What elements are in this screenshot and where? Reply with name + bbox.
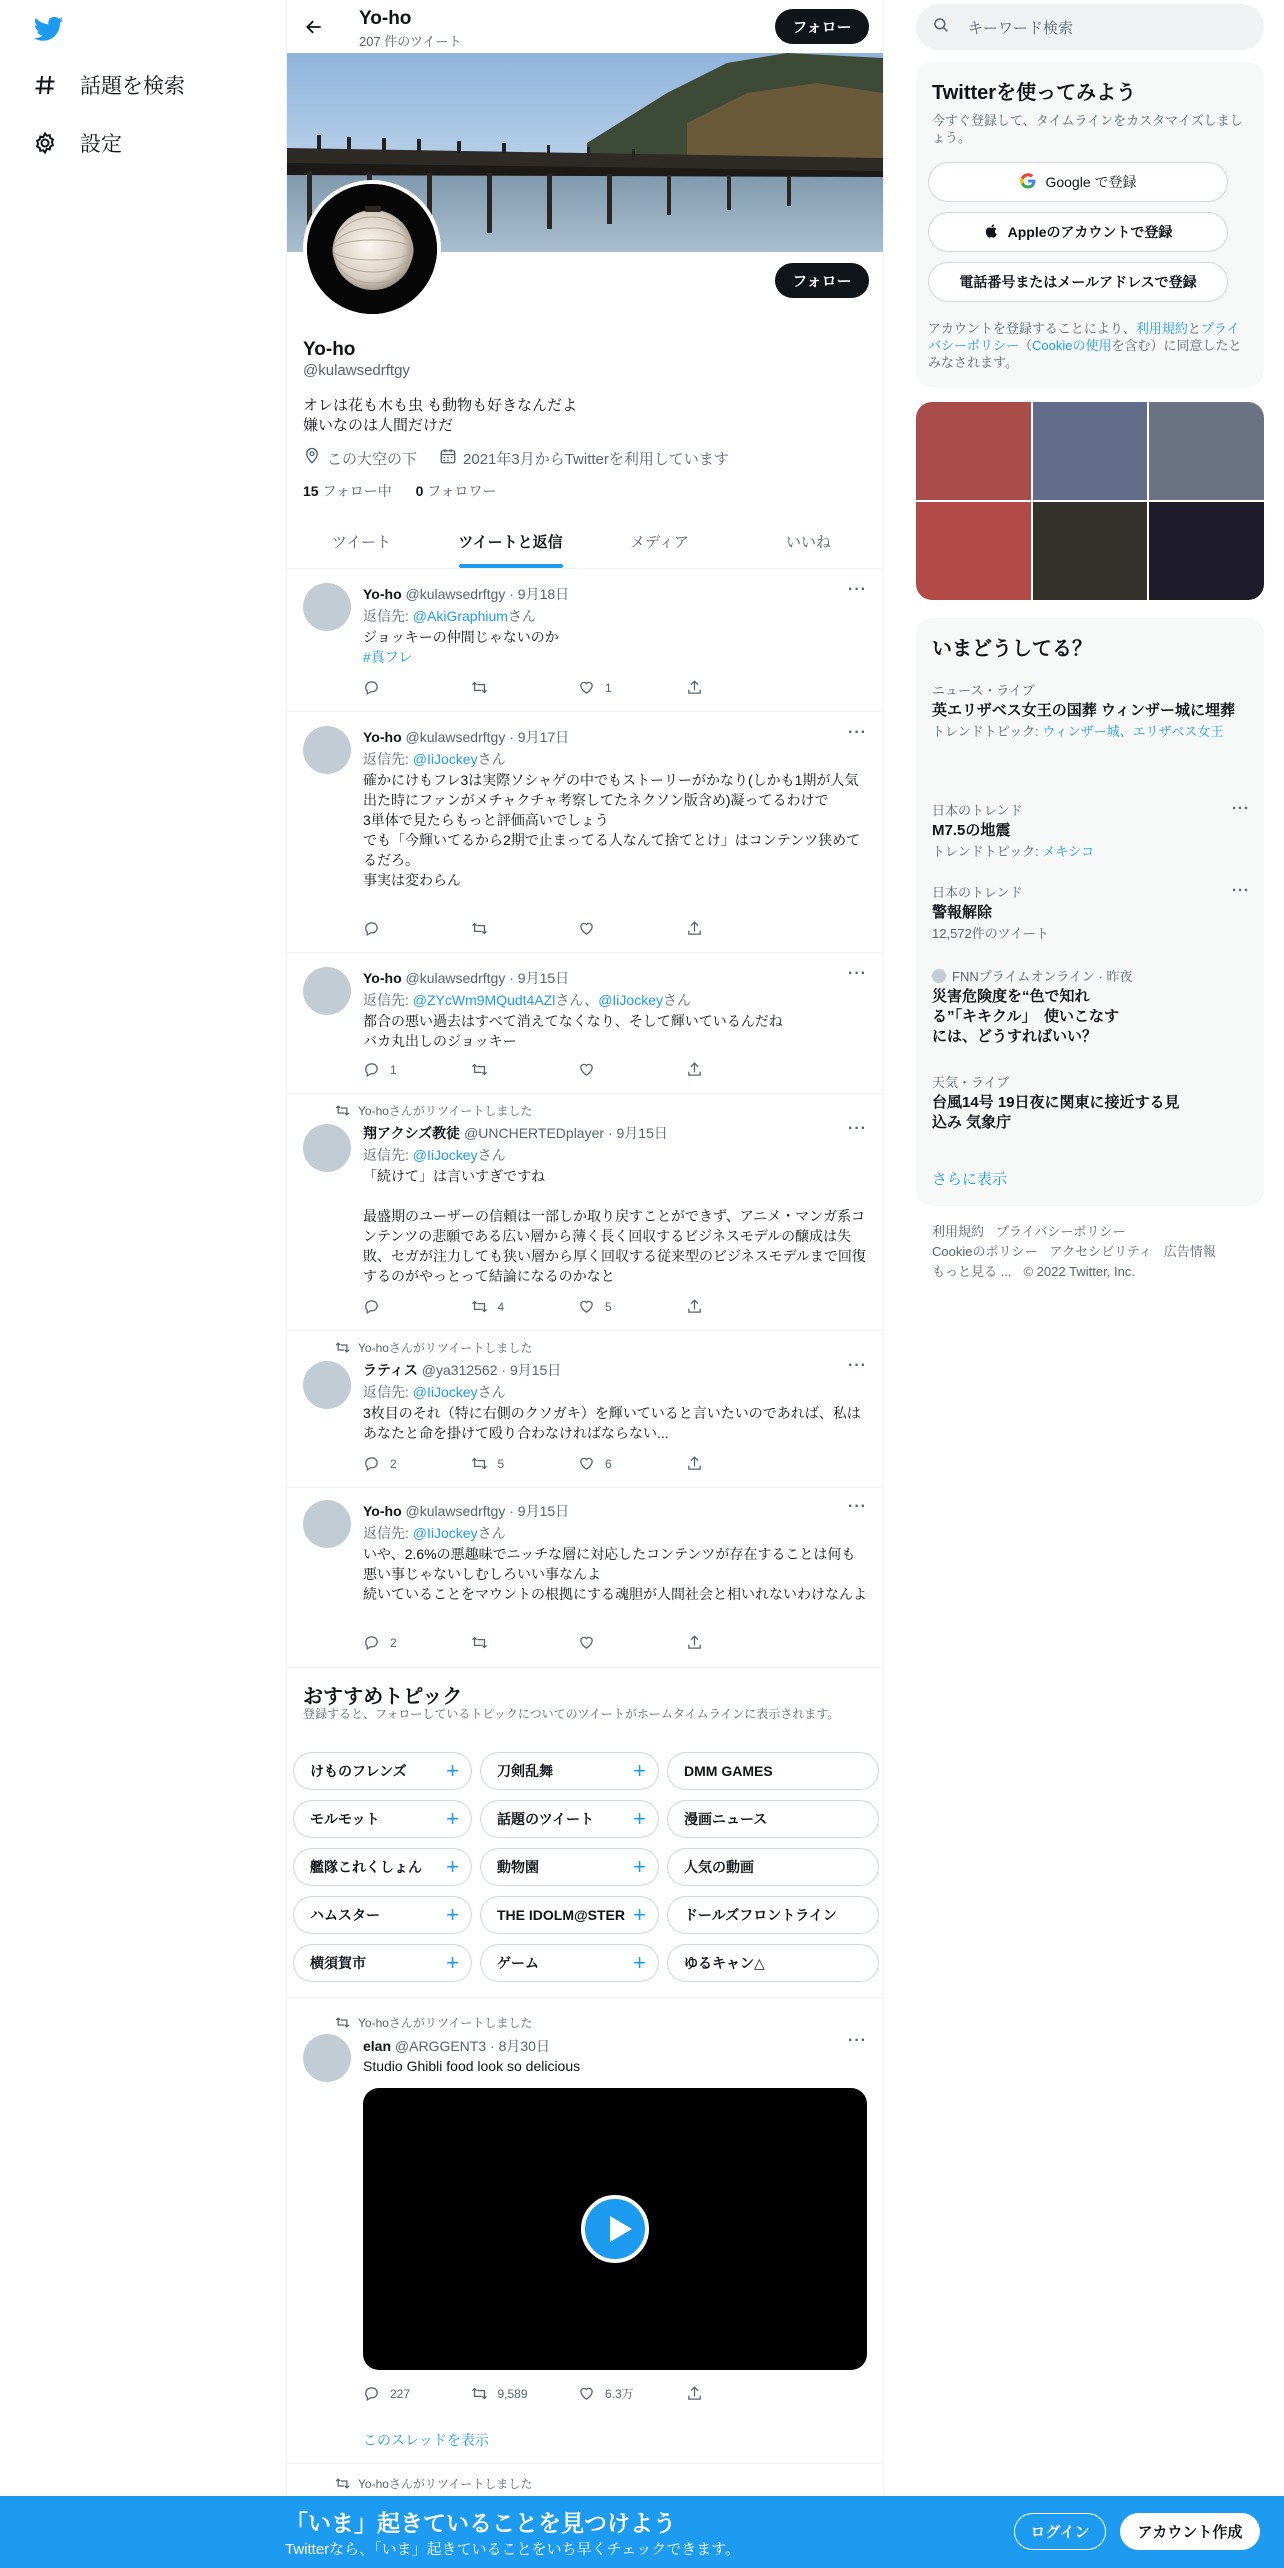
- profile-avatar[interactable]: [303, 180, 441, 318]
- reply-to-link-2[interactable]: @IiJockey: [598, 992, 663, 1008]
- topic-chip-label: 話題のツイート: [497, 1811, 595, 1827]
- more-options-icon[interactable]: ···: [1232, 800, 1250, 817]
- gear-icon: [32, 130, 58, 156]
- tweet-reply-context: 返信先: @IiJockeyさん: [363, 1147, 506, 1163]
- show-thread-link[interactable]: このスレッドを表示: [363, 2432, 489, 2448]
- share-icon: [686, 920, 703, 937]
- footer-copyright: © 2022 Twitter, Inc.: [1023, 1264, 1135, 1279]
- plus-icon[interactable]: +: [446, 1806, 459, 1831]
- like-button[interactable]: 6.3万: [578, 2385, 686, 2402]
- more-options-icon[interactable]: ···: [848, 1120, 867, 1137]
- more-options-icon[interactable]: ···: [848, 581, 867, 598]
- tweet-author-handle[interactable]: @ya312562: [421, 1362, 498, 1378]
- retweet-button[interactable]: [471, 920, 579, 937]
- topic-chip-label: ハムスター: [310, 1907, 380, 1923]
- recommended-topics: [287, 1668, 883, 1998]
- tweet[interactable]: [287, 569, 883, 712]
- tweet-text: 都合の悪い過去はすべて消えてなくなり、そして輝いているんだね バカ丸出しのジョッキー: [363, 1013, 783, 1049]
- retweet-icon: [471, 920, 488, 937]
- tweet-author-avatar[interactable]: [303, 1361, 351, 1409]
- tweet-text: ジョッキーの仲間じゃないのか: [363, 629, 559, 645]
- topic-chip[interactable]: [293, 1896, 472, 1934]
- tweet-author-name[interactable]: Yo-ho: [363, 586, 402, 602]
- reply-icon: [363, 679, 380, 696]
- media-thumbnail[interactable]: [1149, 502, 1264, 600]
- like-button[interactable]: [578, 1634, 686, 1651]
- profile-location: この大空の下: [327, 450, 418, 468]
- more-options-icon[interactable]: ···: [1232, 882, 1250, 899]
- phone-email-signup-button[interactable]: 電話番号またはメールアドレスで登録: [928, 262, 1228, 302]
- reply-to-link[interactable]: @AkiGraphium: [412, 608, 508, 624]
- tweet-reply-context: 返信先: @IiJockeyさん: [363, 1384, 506, 1400]
- search-icon: [932, 16, 950, 38]
- bottom-bar-subtitle: Twitterなら、「いま」起きていることをいち早くチェックできます。: [285, 2541, 741, 2558]
- footer-links: [932, 1222, 1248, 1282]
- signup-card-title: Twitterを使ってみよう: [932, 82, 1137, 104]
- retweet-icon: [335, 2476, 350, 2491]
- profile-follow-button[interactable]: フォロー: [775, 263, 869, 298]
- tweet-author-name[interactable]: 翔アクシズ教徒: [363, 1125, 461, 1141]
- reply-to-link[interactable]: @IiJockey: [412, 1147, 478, 1163]
- profile-bio: オレは花も木も虫 も動物も好きなんだよ 嫌いなのは人間だけだ: [303, 397, 578, 434]
- reply-to-link[interactable]: @IiJockey: [412, 751, 478, 767]
- topic-chip[interactable]: [293, 1752, 472, 1790]
- heart-icon: [578, 1634, 595, 1651]
- more-options-icon[interactable]: ···: [848, 965, 867, 982]
- topic-chip[interactable]: [293, 1848, 472, 1886]
- tweet-actions: [363, 679, 793, 696]
- more-options-icon[interactable]: ···: [848, 1357, 867, 1374]
- tweet[interactable]: [287, 1998, 883, 2464]
- reply-button[interactable]: 2: [363, 1634, 471, 1651]
- retweet-icon: [471, 2385, 488, 2402]
- tweet-text: 確かにけもフレ3は実際ソシャゲの中でもストーリーがかなり(しかも1期が人気出た時にファンがメチャクチャ考察してたネクソン版含め)凝ってるわけで 3単体で見たらもっと評価高いでしょう でも「今輝いてるから2期で止まってる人なんて捨てとけ」はコンテンツ狭めてるだろ。 事実は変わらん: [363, 772, 861, 888]
- signup-prompt-bar: [0, 2496, 1284, 2568]
- tweet-author-handle[interactable]: @kulawsedrftgy: [405, 1503, 506, 1519]
- twitter-logo-icon[interactable]: [32, 14, 66, 44]
- nav-settings[interactable]: [32, 128, 122, 158]
- tweet-header: Yo-ho @kulawsedrftgy · 9月15日: [363, 1503, 570, 1519]
- topic-chip-label: ドールズフロントライン: [684, 1907, 837, 1923]
- tweet-reply-context: 返信先: @IiJockeyさん: [363, 751, 506, 767]
- heart-icon: [578, 920, 595, 937]
- tweet-author-name[interactable]: Yo-ho: [363, 1503, 402, 1519]
- topic-chip-label: 刀剣乱舞: [497, 1763, 553, 1779]
- retweet-indicator: Yo-hoさんがリツイートしました: [335, 1102, 532, 1119]
- apple-signup-button[interactable]: Appleのアカウントで登録: [928, 212, 1228, 252]
- tweet-author-name[interactable]: elan: [363, 2038, 392, 2054]
- trends-title: いまどうしてる？: [932, 638, 1092, 660]
- topic-chip[interactable]: [480, 1896, 659, 1934]
- topic-chip-label: THE IDOLM@STER: [497, 1907, 625, 1923]
- reply-icon: [363, 1298, 380, 1315]
- followers-link[interactable]: 0 フォロワー: [415, 483, 497, 499]
- retweet-icon: [335, 1103, 350, 1118]
- google-signup-button[interactable]: Google で登録: [928, 162, 1228, 202]
- profile-media-grid: [916, 402, 1264, 600]
- retweet-icon: [471, 1298, 488, 1315]
- tweet-author-avatar[interactable]: [303, 1500, 351, 1548]
- trends-show-more-link[interactable]: さらに表示: [932, 1171, 1008, 1188]
- privacy-link[interactable]: プライバシーポリシー: [928, 321, 1240, 353]
- retweet-indicator: Yo-hoさんがリツイートしました: [335, 2475, 532, 2492]
- calendar-icon: [439, 447, 457, 469]
- profile-joined-date: 2021年3月からTwitterを利用しています: [463, 450, 729, 468]
- topics-subtitle: 登録すると、フォローしているトピックについてのツイートがホームタイムラインに表示されます。: [303, 1707, 840, 1721]
- media-thumbnail[interactable]: [1033, 502, 1148, 600]
- topic-chip[interactable]: [480, 1800, 659, 1838]
- right-sidebar: [916, 0, 1264, 2500]
- tweet-date[interactable]: 9月17日: [517, 729, 570, 745]
- header-follow-button[interactable]: フォロー: [775, 9, 869, 44]
- media-thumbnail[interactable]: [1033, 402, 1148, 500]
- topics-title: おすすめトピック: [303, 1686, 463, 1708]
- plus-icon[interactable]: +: [446, 1902, 459, 1927]
- tab-likes[interactable]: いいね: [785, 534, 831, 551]
- profile-meta: [303, 447, 729, 469]
- tab-media[interactable]: メディア: [630, 534, 689, 551]
- more-options-icon[interactable]: ···: [848, 2032, 867, 2049]
- tweet-author-name[interactable]: Yo-ho: [363, 729, 402, 745]
- tweet-author-avatar[interactable]: [303, 967, 351, 1015]
- tweet[interactable]: [287, 1488, 883, 1668]
- media-thumbnail[interactable]: [1149, 402, 1264, 500]
- retweet-button[interactable]: [471, 1634, 579, 1651]
- profile-header-bar: [287, 0, 883, 53]
- more-options-icon[interactable]: ···: [848, 724, 867, 741]
- profile-handle: @kulawsedrftgy: [303, 362, 410, 379]
- share-button[interactable]: [686, 1634, 794, 1651]
- header-profile-name: Yo-ho: [359, 8, 412, 29]
- tweet-header: Yo-ho @kulawsedrftgy · 9月17日: [363, 729, 570, 745]
- topic-chip-label: モルモット: [310, 1811, 380, 1827]
- tweet-text: 「続けて」は言いすぎですね 最盛期のユーザーの信頼は一部しか取り戻すことができず、アニメ・マンガ系コンテンツの悲願である広い層から薄く長く回収するビジネスモデルの醸成は失敗、セガが注力しても狭い層から厚く回収する従来型のビジネスモデルまで回復するのがやっとって結論になるのかなと: [363, 1168, 866, 1284]
- topic-chip[interactable]: [480, 1944, 659, 1982]
- search-placeholder: キーワード検索: [968, 19, 1074, 37]
- login-button[interactable]: ログイン: [1014, 2513, 1106, 2550]
- plus-icon[interactable]: +: [633, 1806, 646, 1831]
- tweet-author-handle[interactable]: @kulawsedrftgy: [405, 970, 506, 986]
- heart-icon: [578, 1455, 595, 1472]
- share-button[interactable]: [686, 1298, 794, 1315]
- footer-link[interactable]: 広告情報: [1163, 1244, 1216, 1259]
- trend-item[interactable]: ··· 日本のトレンド 警報解除 12,572件のツイート: [932, 882, 1250, 941]
- signup-legal-text: アカウントを登録することにより、利用規約とプライバシーポリシー（Cookieの使用を含む）に同意したとみなされます。: [928, 321, 1242, 370]
- retweet-icon: [471, 1061, 488, 1078]
- reply-button[interactable]: 1: [363, 1061, 471, 1078]
- hashtag-link[interactable]: #真フレ: [363, 649, 413, 665]
- footer-link[interactable]: 利用規約: [932, 1224, 985, 1239]
- topic-chip-label: DMM GAMES: [684, 1763, 773, 1779]
- topic-chip[interactable]: [480, 1752, 659, 1790]
- tweet-date[interactable]: 9月18日: [517, 586, 570, 602]
- tweet-reply-context: 返信先: @AkiGraphiumさん: [363, 608, 536, 624]
- plus-icon[interactable]: +: [446, 1950, 459, 1975]
- footer-link[interactable]: アクセシビリティ: [1049, 1244, 1152, 1259]
- tweet-date[interactable]: 8月30日: [498, 2038, 550, 2054]
- topic-chip[interactable]: [667, 1800, 879, 1838]
- profile-timeline: [286, 0, 884, 2500]
- tweet[interactable]: [287, 953, 883, 1094]
- like-button[interactable]: 6: [578, 1455, 686, 1472]
- topic-chip-label: けものフレンズ: [310, 1763, 407, 1779]
- reply-icon: [363, 1061, 380, 1078]
- tweet-text: いや、2.6%の悪趣味でニッチな層に対応したコンテンツが存在することは何も悪い事じゃないしむしろいい事なんよ 続いていることをマウントの根拠にする魂胆が人間社会と相いれないわけなんよ: [363, 1546, 867, 1602]
- topic-chip[interactable]: [667, 1752, 879, 1790]
- more-options-icon[interactable]: ···: [848, 1498, 867, 1515]
- media-thumbnail[interactable]: [916, 502, 1031, 600]
- reply-icon: [363, 1455, 380, 1472]
- topic-chip-label: 人気の動画: [684, 1859, 754, 1875]
- tab-tweets[interactable]: ツイート: [331, 534, 392, 551]
- reply-button[interactable]: 227: [363, 2385, 471, 2402]
- footer-link[interactable]: Cookieのポリシー: [932, 1244, 1038, 1259]
- tweet-text: 3枚目のそれ（特に右側のクソガキ）を輝いていると言いたいのであれば、私はあなたと命を掛けて殴り合わなければならない...: [363, 1405, 861, 1441]
- google-logo-icon: [1019, 172, 1037, 193]
- plus-icon[interactable]: +: [633, 1758, 646, 1783]
- reply-to-link[interactable]: @IiJockey: [412, 1525, 478, 1541]
- tweet-author-name[interactable]: ラティス: [363, 1362, 418, 1378]
- tweet-date[interactable]: 9月15日: [517, 1503, 570, 1519]
- reply-button[interactable]: [363, 679, 471, 696]
- retweet-indicator: Yo-hoさんがリツイートしました: [335, 2014, 532, 2031]
- retweet-button[interactable]: 5: [471, 1455, 579, 1472]
- trend-item[interactable]: ニュース・ライブ 英エリザベス女王の国葬 ウィンザー城に埋葬 トレンドトピック: ウィンザー城、エリザベス女王: [932, 683, 1235, 739]
- trends-card: [916, 618, 1264, 1206]
- signup-card-subtitle: 今すぐ登録して、タイムラインをカスタマイズしましょう。: [932, 113, 1243, 145]
- profile-name: Yo-ho: [303, 339, 356, 360]
- tweet-header: Yo-ho @kulawsedrftgy · 9月15日: [363, 970, 570, 986]
- topic-chip[interactable]: [293, 1800, 472, 1838]
- play-icon[interactable]: [581, 2195, 649, 2263]
- reply-button[interactable]: [363, 920, 471, 937]
- bottom-bar-title: 「いま」起きていることを見つけよう: [285, 2510, 676, 2536]
- tweet[interactable]: [287, 1094, 883, 1331]
- retweet-icon: [335, 1340, 350, 1355]
- retweet-icon: [335, 2015, 350, 2030]
- tweet-reply-context: 返信先: @ZYcWm9MQudt4AZlさん、@IiJockeyさん: [363, 992, 691, 1008]
- nav-explore-label: 話題を検索: [80, 75, 185, 98]
- cookie-link[interactable]: Cookieの使用: [1032, 338, 1112, 353]
- tweet-author-avatar[interactable]: [303, 1124, 351, 1172]
- share-icon: [686, 679, 703, 696]
- apple-logo-icon: [984, 222, 1000, 243]
- like-button[interactable]: [578, 920, 686, 937]
- tweet-header: ラティス @ya312562 · 9月15日: [363, 1362, 562, 1378]
- video-player[interactable]: [363, 2088, 867, 2370]
- share-icon: [686, 1061, 703, 1078]
- trend-item[interactable]: 天気・ライブ 台風14号 19日夜に関東に接近する見込み 気象庁: [932, 1075, 1180, 1131]
- profile-follow-stats: [303, 481, 497, 501]
- following-link[interactable]: 15 フォロー中: [303, 483, 392, 499]
- retweet-button[interactable]: [471, 679, 579, 696]
- share-icon: [686, 1634, 703, 1651]
- topic-chip[interactable]: [293, 1944, 472, 1982]
- topic-chip[interactable]: [480, 1848, 659, 1886]
- plus-icon[interactable]: +: [633, 1950, 646, 1975]
- share-button[interactable]: [686, 1455, 794, 1472]
- topic-chip-label: 艦隊これくしょん: [310, 1859, 422, 1875]
- footer-link[interactable]: もっと見る ...: [932, 1264, 1012, 1279]
- tweet-header: Yo-ho @kulawsedrftgy · 9月18日: [363, 586, 570, 602]
- topic-chip-label: 動物園: [497, 1859, 539, 1875]
- tweet-author-handle[interactable]: @kulawsedrftgy: [405, 586, 506, 602]
- share-icon: [686, 2385, 703, 2402]
- plus-icon[interactable]: +: [633, 1902, 646, 1927]
- reply-to-link[interactable]: @IiJockey: [412, 1384, 478, 1400]
- left-navigation: [0, 0, 286, 2500]
- hashtag-icon: [32, 72, 58, 98]
- share-button[interactable]: [686, 920, 794, 937]
- topic-chip-label: ゆるキャン△: [684, 1955, 765, 1971]
- topic-chip[interactable]: [667, 1848, 879, 1886]
- tweet-header: elan @ARGGENT3 · 8月30日: [363, 2038, 550, 2054]
- reply-icon: [363, 2385, 380, 2402]
- profile-tabs: [287, 515, 883, 569]
- back-arrow-icon[interactable]: [299, 12, 329, 42]
- plus-icon[interactable]: +: [633, 1854, 646, 1879]
- tweet-author-handle[interactable]: @UNCHERTEDplayer: [464, 1125, 605, 1141]
- reply-icon: [363, 1634, 380, 1651]
- trend-item[interactable]: ··· 日本のトレンド M7.5の地震 トレンドトピック: メキシコ: [932, 800, 1250, 859]
- tweet-actions: [363, 2385, 793, 2402]
- retweet-indicator: Yo-hoさんがリツイートしました: [335, 1339, 532, 1356]
- retweet-icon: [471, 679, 488, 696]
- publisher-avatar: [932, 969, 946, 983]
- share-button[interactable]: [686, 2385, 794, 2402]
- header-tweet-count: 207 件のツイート: [359, 34, 462, 49]
- topic-chip-label: 漫画ニュース: [684, 1811, 768, 1827]
- retweet-button[interactable]: 9,589: [471, 2385, 579, 2402]
- tweet-date[interactable]: 9月15日: [517, 970, 570, 986]
- like-button[interactable]: 1: [578, 679, 686, 696]
- tweet-header: 翔アクシズ教徒 @UNCHERTEDplayer · 9月15日: [363, 1125, 668, 1141]
- retweet-button[interactable]: 4: [471, 1298, 579, 1315]
- tweet[interactable]: [287, 712, 883, 953]
- trend-item[interactable]: FNNプライムオンライン · 昨夜 災害危険度を“色で知れる”「キキクル」 使いこなすには、どうすればいい？: [932, 969, 1133, 1045]
- tweet-author-avatar[interactable]: [303, 583, 351, 631]
- topic-chip[interactable]: [667, 1896, 879, 1934]
- reply-button[interactable]: 2: [363, 1455, 471, 1472]
- share-icon: [686, 1298, 703, 1315]
- retweet-button[interactable]: [471, 1061, 579, 1078]
- tweet-text: Studio Ghibli food look so delicious: [363, 2058, 581, 2074]
- tweet-date[interactable]: 9月15日: [616, 1125, 668, 1141]
- share-button[interactable]: [686, 1061, 794, 1078]
- tweet-actions: [363, 1455, 793, 1472]
- tweet-date[interactable]: 9月15日: [509, 1362, 562, 1378]
- like-button[interactable]: [578, 1061, 686, 1078]
- location-pin-icon: [303, 447, 321, 469]
- create-account-button[interactable]: アカウント作成: [1120, 2513, 1260, 2550]
- reply-icon: [363, 920, 380, 937]
- heart-icon: [578, 1061, 595, 1078]
- footer-link[interactable]: プライバシーポリシー: [996, 1224, 1126, 1239]
- terms-link[interactable]: 利用規約: [1135, 321, 1188, 336]
- tab-tweets-and-replies[interactable]: ツイートと返信: [436, 515, 585, 568]
- share-button[interactable]: [686, 679, 794, 696]
- search-input[interactable]: [916, 4, 1264, 50]
- tweet-actions: [363, 1298, 793, 1315]
- reply-to-link[interactable]: @ZYcWm9MQudt4AZl: [412, 992, 556, 1008]
- tweet-actions: [363, 1061, 793, 1078]
- heart-icon: [578, 2385, 595, 2402]
- retweet-icon: [471, 1455, 488, 1472]
- tweet-author-avatar[interactable]: [303, 2034, 351, 2082]
- tweet-author-avatar[interactable]: [303, 726, 351, 774]
- topic-chip-label: ゲーム: [497, 1955, 539, 1971]
- plus-icon[interactable]: +: [446, 1758, 459, 1783]
- tweet-actions: [363, 920, 793, 937]
- reply-button[interactable]: [363, 1298, 471, 1315]
- tweet[interactable]: [287, 1331, 883, 1488]
- nav-settings-label: 設定: [80, 133, 122, 156]
- heart-icon: [578, 679, 595, 696]
- topic-chip[interactable]: [667, 1944, 879, 1982]
- heart-icon: [578, 1298, 595, 1315]
- retweet-icon: [471, 1634, 488, 1651]
- share-icon: [686, 1455, 703, 1472]
- media-thumbnail[interactable]: [916, 402, 1031, 500]
- tweet-reply-context: 返信先: @IiJockeyさん: [363, 1525, 506, 1541]
- signup-card: [916, 62, 1264, 387]
- tweet-author-handle[interactable]: @kulawsedrftgy: [405, 729, 506, 745]
- nav-explore[interactable]: [32, 70, 185, 100]
- tweet-actions: [363, 1634, 793, 1651]
- like-button[interactable]: 5: [578, 1298, 686, 1315]
- topic-chip-label: 横須賀市: [310, 1955, 366, 1971]
- tweet-author-name[interactable]: Yo-ho: [363, 970, 402, 986]
- tweet-author-handle[interactable]: @ARGGENT3: [394, 2038, 487, 2054]
- plus-icon[interactable]: +: [446, 1854, 459, 1879]
